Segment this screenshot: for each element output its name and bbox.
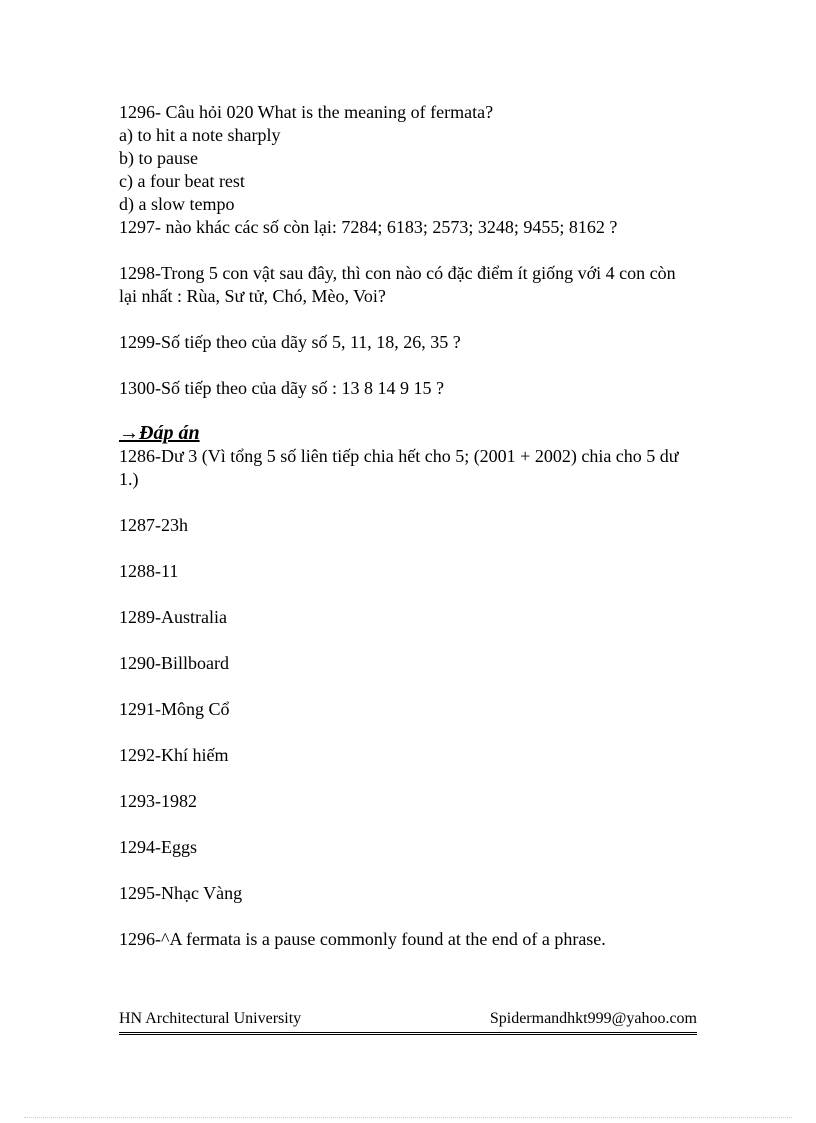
question-1298: 1298-Trong 5 con vật sau đây, thì con nào có đặc điểm ít giống với 4 con còn lại nhất : Rùa, Sư tử, Chó, Mèo, Voi? <box>119 263 676 306</box>
question-1296-title: 1296- Câu hỏi 020 What is the meaning of fermata? <box>119 102 494 122</box>
answer-1291: 1291-Mông Cổ <box>119 699 230 719</box>
question-1296-option-d: d) a slow tempo <box>119 194 235 214</box>
page-edge-divider <box>24 1117 792 1118</box>
footer-university: HN Architectural University <box>119 1010 302 1027</box>
answer-1289: 1289-Australia <box>119 607 227 627</box>
question-1297: 1297- nào khác các số còn lại: 7284; 6183; 2573; 3248; 9455; 8162 ? <box>119 217 618 237</box>
question-1300: 1300-Số tiếp theo của dãy số : 13 8 14 9 15 ? <box>119 378 444 398</box>
answer-1292: 1292-Khí hiếm <box>119 745 229 765</box>
answer-1286: 1286-Dư 3 (Vì tổng 5 số liên tiếp chia hết cho 5; (2001 + 2002) chia cho 5 dư 1.) <box>119 446 679 489</box>
answer-1290: 1290-Billboard <box>119 653 229 673</box>
question-1296-option-b: b) to pause <box>119 148 198 168</box>
question-1296-option-a: a) to hit a note sharply <box>119 125 281 145</box>
answer-1293: 1293-1982 <box>119 791 197 811</box>
answer-1296: 1296-^A fermata is a pause commonly found at the end of a phrase. <box>119 929 606 949</box>
question-1299: 1299-Số tiếp theo của dãy số 5, 11, 18, 26, 35 ? <box>119 332 461 352</box>
question-1296-option-c: c) a four beat rest <box>119 171 245 191</box>
answers-heading: →Đáp án <box>119 422 200 444</box>
answer-1287: 1287-23h <box>119 515 188 535</box>
footer-email: Spidermandhkt999@yahoo.com <box>489 1010 697 1027</box>
answer-1288: 1288-11 <box>119 561 179 581</box>
document-body <box>119 101 699 974</box>
page-footer <box>119 1009 697 1035</box>
answer-1294: 1294-Eggs <box>119 837 197 857</box>
answer-1295: 1295-Nhạc Vàng <box>119 883 243 903</box>
